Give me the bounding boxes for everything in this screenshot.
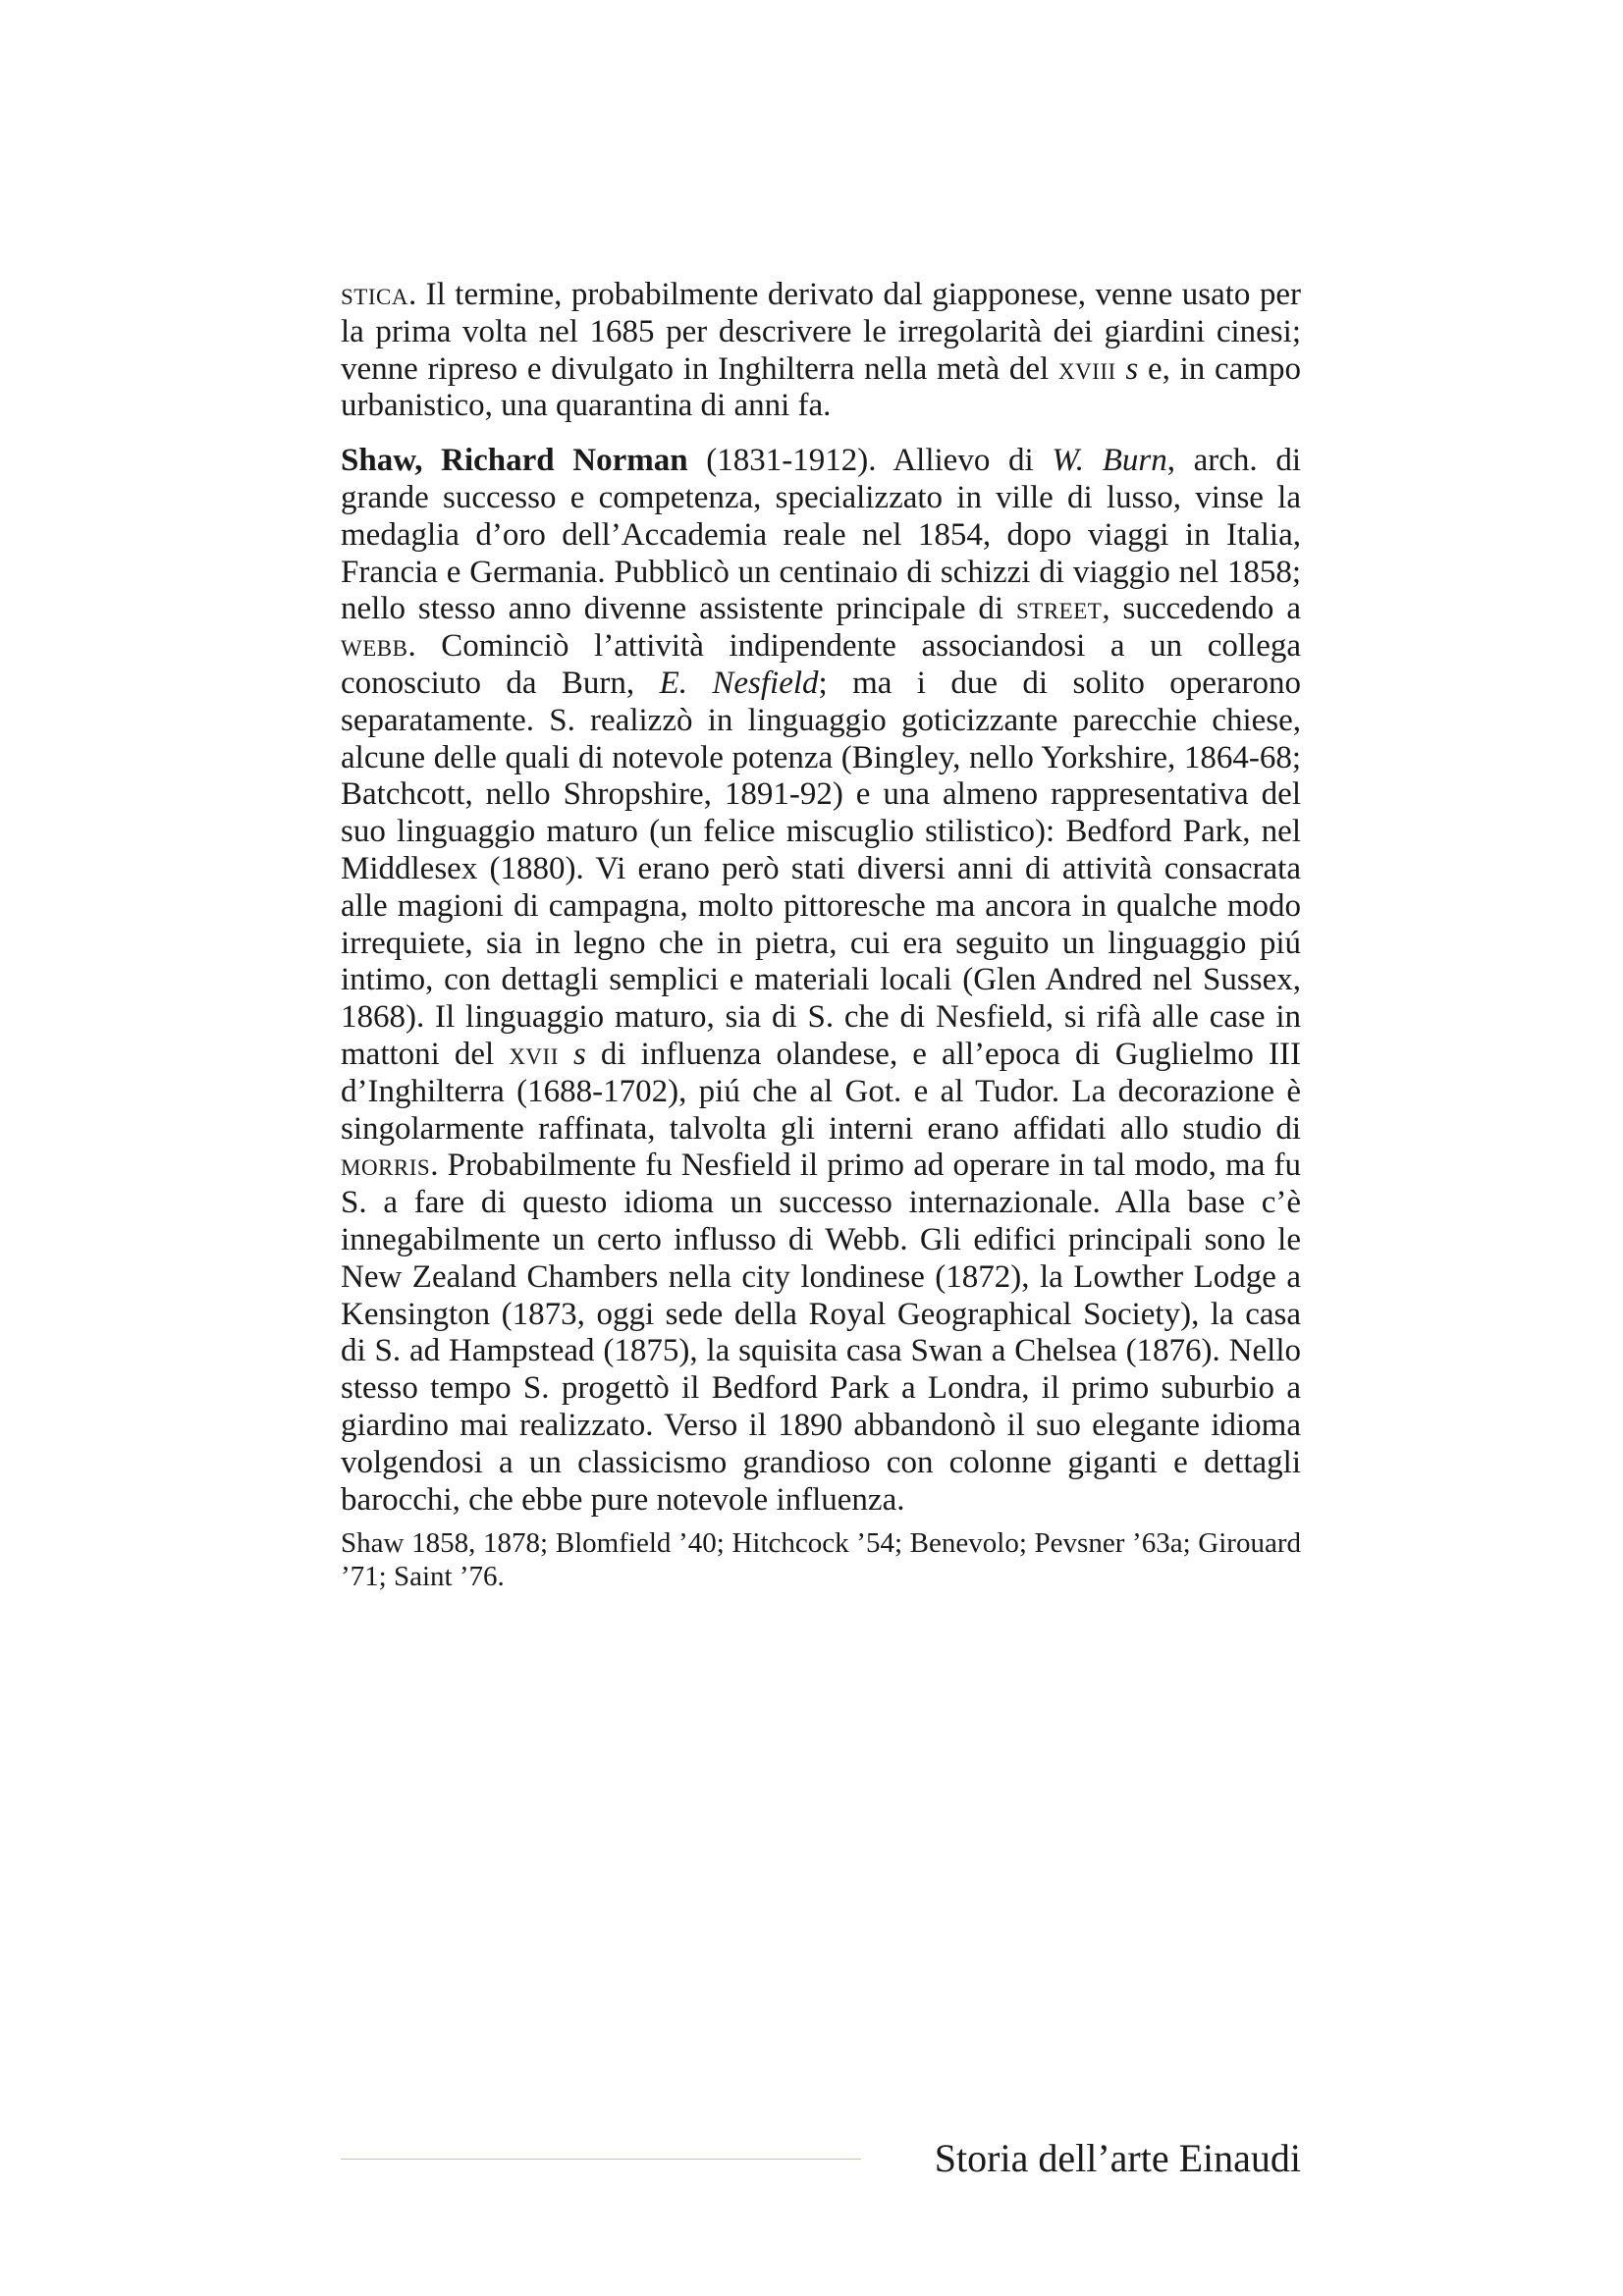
entry-paragraph [341,443,1301,1519]
entry-text-2: , succedendo a [1102,591,1302,627]
intro-paragraph [341,277,1301,425]
intro-text-2: e, in campo urbanistico, una quarantina di anni fa. [341,350,1302,424]
entry-text-1: , arch. di grande successo e competenza, specializzato in ville di lusso, vinse la medaglia d’oro dell’Accademia reale nel 1854, dopo viaggi in Italia, Francia e Germania. Pubblicò un centinaio di schizzi di viaggio nel 1858; nello stesso anno divenne assistente principale di [341,443,1301,627]
century-mark-2: s [572,1036,586,1072]
entry-dates: (1831-1912). Allievo di [687,443,1053,479]
entry-text-5: di influenza olandese, e all’epoca di Guglielmo III d’Inghilterra (1688-1702), piú che al Got. e al Tudor. La decorazione è singolarmente raffinata, talvolta gli interni erano affidati allo studio di [341,1036,1301,1147]
century-mark: s [1125,350,1139,387]
century-numeral: xviii [1057,350,1116,387]
text-column [341,277,1301,1593]
footer-rule [341,2159,861,2160]
footer-title: Storia dell’arte Einaudi [934,2136,1301,2180]
intro-text-1: . Il termine, probabilmente derivato dal giapponese, venne usato per la prima volta nel 1685 per descrivere le irregolarità dei giardini cinesi; venne ripreso e divulgato in Inghilterra nella metà del [341,277,1301,387]
entry-headword: Shaw, Richard Norman [341,443,688,479]
cross-reference-morris[interactable]: morris [341,1148,431,1184]
person-burn: W. Burn [1052,443,1167,479]
person-nesfield: E. Nesfield [659,665,819,701]
century-numeral-2: xvii [509,1036,559,1072]
page-footer [341,2135,1301,2194]
cross-reference-street[interactable]: street [1015,591,1103,627]
cross-reference-webb[interactable]: webb [341,628,408,665]
entry-text-3: . Cominciò l’attività indipendente associandosi a un collega conosciuto da Burn, [341,628,1301,701]
entry-text-6: . Probabilmente fu Nesfield il primo ad operare in tal modo, ma fu S. a fare di questo idioma un successo internazionale. Alla base c’è innegabilmente un certo influsso di Webb. Gli edifici principali sono le New Zealand Chambers nella city londinese (1872), la Lowther Lodge a Kensington (1873, oggi sede della Royal Geographical Society), la casa di S. ad Hampstead (1875), la squisita casa Swan a Chelsea (1876). Nello stesso tempo S. progettò il Bedford Park a Londra, il primo suburbio a giardino mai realizzato. Verso il 1890 abbandonò il suo elegante idioma volgendosi a un classicismo grandioso con colonne giganti e dettagli barocchi, che ebbe pure notevole influenza. [341,1148,1301,1518]
cross-reference[interactable]: stica [341,277,408,312]
bibliography-references: Shaw 1858, 1878; Blomfield ’40; Hitchcock ’54; Benevolo; Pevsner ’63a; Girouard ’71; Saint ’76. [341,1527,1301,1593]
entry-text-4: ; ma i due di solito operarono separatamente. S. realizzò in linguaggio goticizzante parecchie chiese, alcune delle quali di notevole potenza (Bingley, nello Yorkshire, 1864-68; Batchcott, nello Shropshire, 1891-92) e una almeno rappresentativa del suo linguaggio maturo (un felice miscuglio stilistico): Bedford Park, nel Middlesex (1880). Vi erano però stati diversi anni di attività consacrata alle magioni di campagna, molto pittoresche ma ancora in qualche modo irrequiete, sia in legno che in pietra, cui era seguito un linguaggio piú intimo, con dettagli semplici e materiali locali (Glen Andred nel Sussex, 1868). Il linguaggio maturo, sia di S. che di Nesfield, si rifà alle case in mattoni del [341,665,1302,1072]
